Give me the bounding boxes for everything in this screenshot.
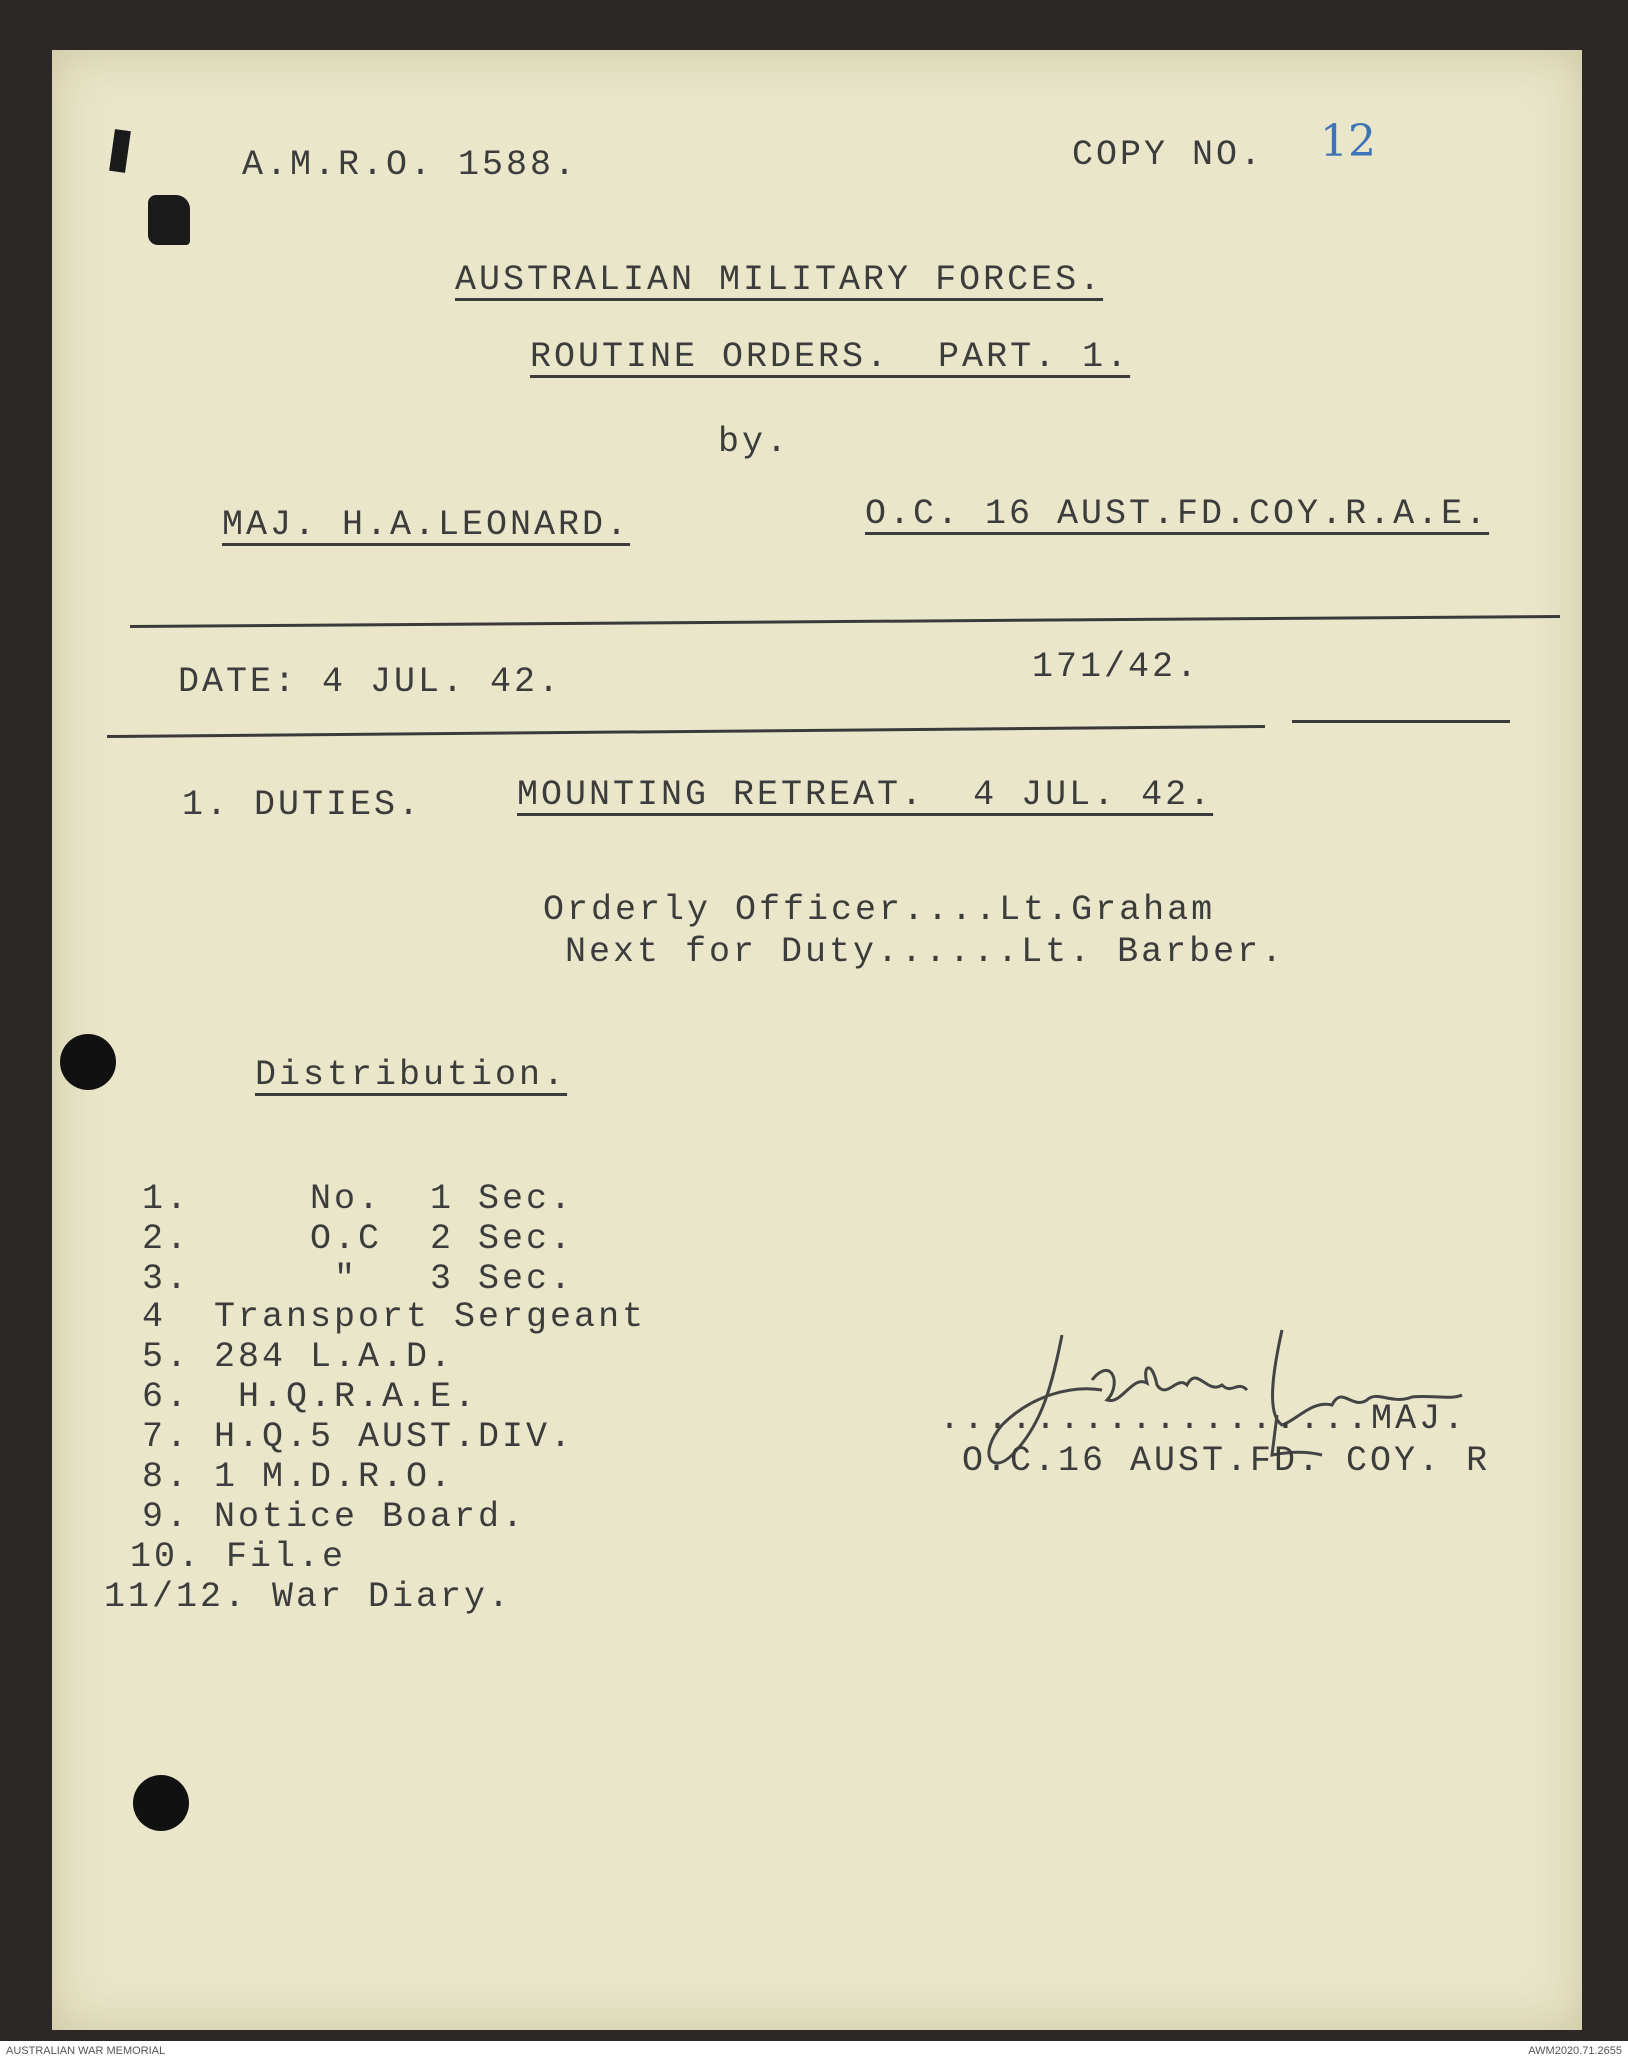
reference-number: A.M.R.O. 1588. xyxy=(242,145,579,185)
rule-lower-left xyxy=(107,725,1265,738)
punch-hole-upper xyxy=(60,1034,116,1090)
orderly-officer: Orderly Officer....Lt.Graham xyxy=(543,890,1216,930)
distribution-item: 10. Fil.e xyxy=(130,1537,347,1577)
distribution-item: 6. H.Q.R.A.E. xyxy=(142,1377,479,1417)
next-for-duty: Next for Duty......Lt. Barber. xyxy=(565,932,1286,972)
footer-reference: AWM2020.71.2655 xyxy=(1528,2045,1622,2057)
rule-upper xyxy=(130,615,1560,628)
copy-number: 12 xyxy=(1320,116,1376,167)
distribution-item: 5. 284 L.A.D. xyxy=(142,1337,455,1377)
title-by: by. xyxy=(718,422,791,462)
issuer-unit: O.C. 16 AUST.FD.COY.R.A.E. xyxy=(865,494,1490,534)
duties-subheading: MOUNTING RETREAT. 4 JUL. 42. xyxy=(517,775,1214,815)
distribution-item: 1. No. 1 Sec. xyxy=(142,1179,575,1219)
punch-hole-lower xyxy=(133,1775,189,1831)
distribution-item: 2. O.C 2 Sec. xyxy=(142,1219,575,1259)
issuer-name: MAJ. H.A.LEONARD. xyxy=(222,505,631,545)
rule-lower-right xyxy=(1292,720,1510,723)
document-page xyxy=(52,50,1582,2030)
distribution-item: 11/12. War Diary. xyxy=(104,1577,513,1617)
torn-mark-top xyxy=(109,129,131,173)
order-date: DATE: 4 JUL. 42. xyxy=(178,662,563,702)
duties-heading: 1. DUTIES. xyxy=(182,785,423,825)
copy-label: COPY NO. xyxy=(1072,135,1265,175)
order-number: 171/42. xyxy=(1032,647,1201,687)
footer-institution: AUSTRALIAN WAR MEMORIAL xyxy=(6,2045,166,2057)
distribution-item: 8. 1 M.D.R.O. xyxy=(142,1457,455,1497)
title-forces: AUSTRALIAN MILITARY FORCES. xyxy=(455,260,1104,300)
title-routine-orders: ROUTINE ORDERS. PART. 1. xyxy=(530,337,1131,377)
distribution-item: 3. " 3 Sec. xyxy=(142,1259,575,1299)
archive-footer xyxy=(0,2041,1628,2061)
distribution-heading: Distribution. xyxy=(255,1055,568,1095)
signature-unit: O.C.16 AUST.FD. COY. R xyxy=(962,1441,1491,1481)
distribution-item: 9. Notice Board. xyxy=(142,1497,527,1537)
distribution-item: 4 Transport Sergeant xyxy=(142,1297,647,1337)
torn-mark-lower xyxy=(148,195,190,245)
distribution-item: 7. H.Q.5 AUST.DIV. xyxy=(142,1417,575,1457)
signature-rank-line: ..................MAJ. xyxy=(939,1399,1468,1439)
